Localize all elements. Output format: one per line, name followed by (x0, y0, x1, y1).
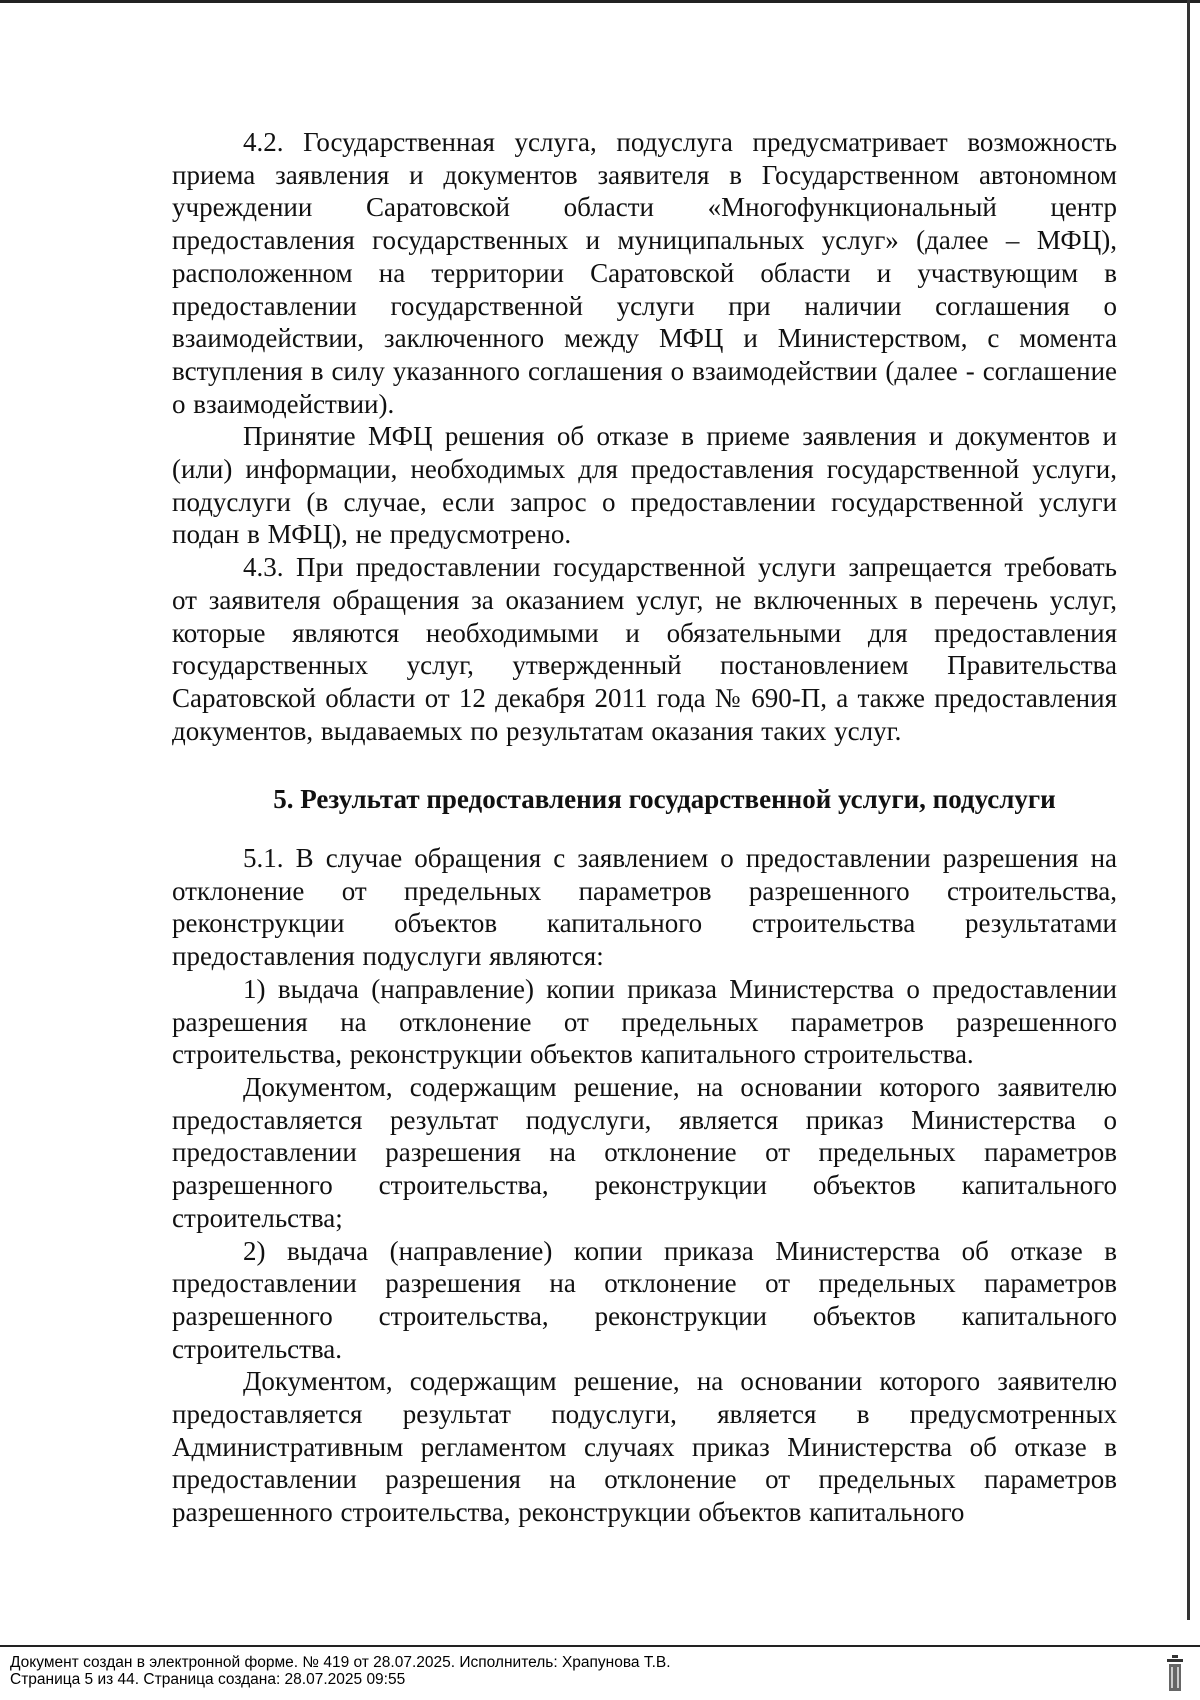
paragraph-item-2: 2) выдача (направление) копии приказа Министерства об отказе в предоставлении разрешения на отклонение от предельных параметров разрешенного строительства, реконструкции объектов капитального строительства. (172, 1235, 1117, 1364)
paragraph-item-1: 1) выдача (направление) копии приказа Министерства о предоставлении разрешения на отклонение от предельных параметров разрешенного строительства, реконструкции объектов капитального строительства. (172, 973, 1117, 1070)
paragraph-document-decision-2: Документом, содержащим решение, на основании которого заявителю предоставляется результат подуслуги, является в предусмотренных Административным регламентом случаях приказ Министерства об отказе в предоставлении разрешения на отклонение от предельных параметров разрешенного строительства, реконструкции объектов капитального (172, 1366, 1117, 1528)
scan-edge-top (0, 0, 1200, 3)
paragraph-document-decision-1: Документом, содержащим решение, на основании которого заявителю предоставляется результат подуслуги, является приказ Министерства о предоставлении разрешения на отклонение от предельных параметров разрешенного строительства, реконструкции объектов капитального строительства; (172, 1071, 1117, 1233)
paragraph-4-3: 4.3. При предоставлении государственной услуги запрещается требовать от заявителя обращения за оказанием услуг, не включенных в перечень услуг, которые являются необходимыми и обязательными для предоставления государственных услуг, утвержденный постановлением Правительства Саратовской области от 12 декабря 2011 года № 690-П, а также предоставления документов, выдаваемых по результатам оказания таких услуг. (172, 552, 1117, 746)
document-body (172, 126, 1117, 1529)
footer-creation-info: Документ создан в электронной форме. № 419 от 28.07.2025. Исполнитель: Храпунова Т.В. (10, 1654, 671, 1671)
section-heading-5: 5. Результат предоставления государственной услуги, подуслуги (273, 784, 1056, 815)
document-footer (0, 1645, 1200, 1700)
trash-bin-icon (1166, 1655, 1184, 1693)
paragraph-mfc-refusal: Принятие МФЦ решения об отказе в приеме заявления и документов и (или) информации, необходимых для предоставления государственной услуги, подуслуги (в случае, если запрос о предоставлении государственной услуги подан в МФЦ), не предусмотрено. (172, 421, 1117, 550)
scan-edge-right (1187, 0, 1190, 1620)
paragraph-4-2: 4.2. Государственная услуга, подуслуга предусматривает возможность приема заявления и документов заявителя в Государственном автономном учреждении Саратовской области «Многофункциональный центр предоставления государственных и муниципальных услуг» (далее – МФЦ), расположенном на территории Саратовской области и участвующим в предоставлении государственной услуги при наличии соглашения о взаимодействии, заключенного между МФЦ и Министерством, с момента вступления в силу указанного соглашения о взаимодействии (далее - соглашение о взаимодействии). (172, 127, 1117, 419)
paragraph-5-1: 5.1. В случае обращения с заявлением о предоставлении разрешения на отклонение от предельных параметров разрешенного строительства, реконструкции объектов капитального строительства результатами предоставления подуслуги являются: (172, 843, 1117, 972)
footer-page-info: Страница 5 из 44. Страница создана: 28.07.2025 09:55 (10, 1671, 406, 1688)
